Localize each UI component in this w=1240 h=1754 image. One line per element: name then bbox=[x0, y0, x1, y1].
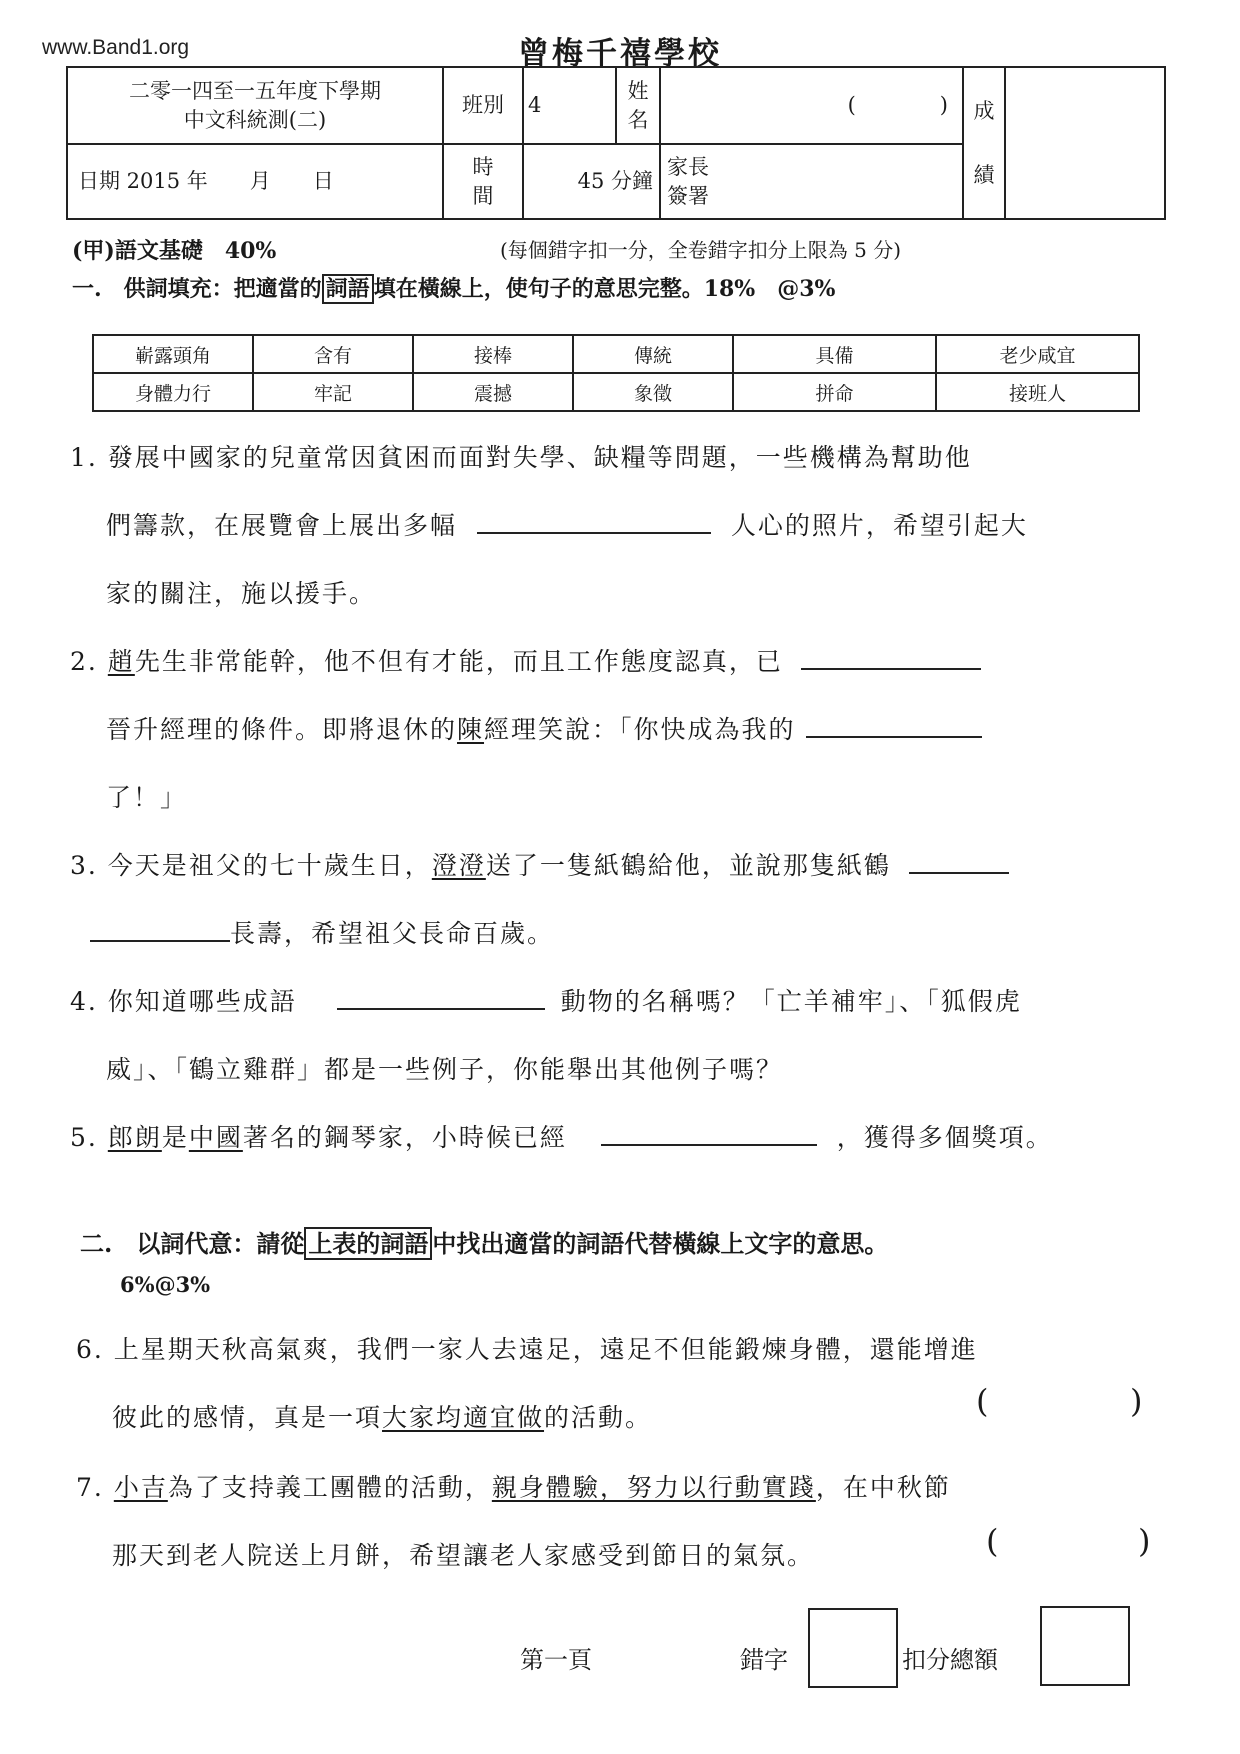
q3-blank-b[interactable] bbox=[90, 920, 230, 942]
q3-line2 bbox=[90, 914, 554, 950]
word-cell: 拼命 bbox=[733, 373, 936, 411]
q2-name-zhao: 趙 bbox=[107, 647, 135, 676]
section1-heading bbox=[72, 272, 835, 303]
section1-heading-box: 詞語 bbox=[322, 274, 374, 304]
q7-paren-close: ) bbox=[1138, 1522, 1151, 1560]
word-cell: 嶄露頭角 bbox=[93, 335, 253, 373]
page-number: 第一頁 bbox=[520, 1646, 592, 1674]
q3-name: 澄澄 bbox=[431, 851, 486, 880]
typo-box[interactable] bbox=[808, 1608, 898, 1688]
class-label: 班別 bbox=[443, 67, 523, 144]
time-label-2: 間 bbox=[472, 183, 494, 208]
word-cell: 含有 bbox=[253, 335, 413, 373]
q1-blank[interactable] bbox=[477, 512, 711, 534]
q2-line2-a: 晉升經理的條件。即將退休的 bbox=[106, 715, 458, 744]
q1-line1: 1. 發展中國家的兒童常因貧困而面對失學、缺糧等問題，一些機構為幫助他 bbox=[70, 443, 972, 472]
time-label-cell bbox=[443, 144, 523, 219]
q5-text-end: ，獲得多個獎項。 bbox=[836, 1123, 1053, 1152]
word-cell: 傳統 bbox=[573, 335, 733, 373]
class-value: 4 bbox=[523, 67, 616, 144]
section2-heading-post: 中找出適當的詞語代替橫線上文字的意思。 bbox=[432, 1229, 889, 1258]
time-value: 45 分鐘 bbox=[523, 144, 660, 219]
word-cell: 老少咸宜 bbox=[936, 335, 1139, 373]
q5-number: 5. bbox=[70, 1123, 108, 1152]
word-cell: 接棒 bbox=[413, 335, 573, 373]
section2-heading bbox=[80, 1224, 888, 1259]
q2-blank-1[interactable] bbox=[801, 648, 981, 670]
q6-paren-close: ) bbox=[1130, 1382, 1143, 1420]
q3-blank-a[interactable] bbox=[909, 852, 1009, 874]
q7-underlined: 親身體驗，努力以行動實踐 bbox=[491, 1473, 816, 1502]
name-label-2: 名 bbox=[627, 107, 649, 132]
q7-line2: 那天到老人院送上月餅，希望讓老人家感受到節日的氣氛。 bbox=[112, 1541, 815, 1570]
q2-blank-2[interactable] bbox=[806, 716, 982, 738]
q3-line1 bbox=[70, 846, 1009, 882]
q5-line bbox=[70, 1118, 1053, 1154]
part-a-note: (每個錯字扣一分，全卷錯字扣分上限為 5 分) bbox=[500, 238, 902, 262]
word-cell: 象徵 bbox=[573, 373, 733, 411]
q1-line2 bbox=[106, 506, 1028, 542]
typo-label: 錯字 bbox=[740, 1646, 788, 1674]
word-bank-table bbox=[92, 334, 1140, 412]
word-cell: 震撼 bbox=[413, 373, 573, 411]
section1-heading-post: 填在橫線上，使句子的意思完整。18% @3% bbox=[373, 276, 836, 302]
q6-underlined: 大家均適宜做 bbox=[382, 1403, 545, 1432]
q7-answer-space[interactable] bbox=[1010, 1526, 1130, 1562]
exam-line-2: 中文科統測(二) bbox=[183, 107, 327, 132]
q6-line2-a: 彼此的感情，真是一項 bbox=[112, 1403, 383, 1432]
q6-line2 bbox=[112, 1398, 652, 1434]
exam-title-cell bbox=[67, 67, 443, 144]
word-cell: 接班人 bbox=[936, 373, 1139, 411]
q3-line2-text: 長壽，希望祖父長命百歲。 bbox=[230, 919, 555, 948]
school-name: 曾梅千禧學校 bbox=[518, 36, 722, 72]
q5-place-china: 中國 bbox=[188, 1123, 243, 1152]
word-cell: 具備 bbox=[733, 335, 936, 373]
section2-score: 6%@3% bbox=[120, 1272, 211, 1297]
watermark: www.Band1.org bbox=[42, 36, 190, 59]
q3-line1-a: 3. 今天是祖父的七十歲生日， bbox=[70, 851, 432, 880]
q1-line2-a: 們籌款，在展覽會上展出多幅 bbox=[106, 511, 458, 540]
q6-line1: 6. 上星期天秋高氣爽，我們一家人去遠足，遠足不但能鍛煉身體，還能增進 bbox=[76, 1335, 978, 1364]
q7-line1-c: ，在中秋節 bbox=[815, 1473, 951, 1502]
name-field[interactable]: ( ) bbox=[660, 67, 963, 144]
parent-label-1: 家長 bbox=[667, 155, 709, 180]
q5-blank[interactable] bbox=[601, 1124, 817, 1146]
q2-line2 bbox=[106, 710, 982, 746]
q1-line2-b: 人心的照片，希望引起大 bbox=[730, 511, 1028, 540]
header-table bbox=[66, 66, 1166, 220]
q4-line2: 威」、「鶴立雞群」都是一些例子，你能舉出其他例子嗎？ bbox=[106, 1055, 784, 1084]
q2-line1-text: 先生非常能幹，他不但有才能，而且工作態度認真，已 bbox=[134, 647, 783, 676]
q7-line1-b: 為了支持義工團體的活動， bbox=[167, 1473, 492, 1502]
q5-text-shi: 是 bbox=[161, 1123, 189, 1152]
q7-number: 7. bbox=[76, 1473, 114, 1502]
q2-line2-b: 經理笑說：「你快成為我的 bbox=[484, 715, 796, 744]
deduct-box[interactable] bbox=[1040, 1606, 1130, 1686]
q6-line2-b: 的活動。 bbox=[544, 1403, 653, 1432]
deduct-label: 扣分總額 bbox=[902, 1646, 998, 1674]
score-label-1: 成 bbox=[973, 98, 995, 123]
q4-line1 bbox=[70, 982, 1022, 1018]
exam-line-1: 二零一四至一五年度下學期 bbox=[129, 79, 381, 104]
q4-line1-a: 4. 你知道哪些成語 bbox=[70, 987, 297, 1016]
word-cell: 身體力行 bbox=[93, 373, 253, 411]
time-label-1: 時 bbox=[472, 155, 494, 180]
part-a-title: (甲)語文基礎 40% bbox=[72, 238, 277, 264]
score-field[interactable] bbox=[1005, 67, 1165, 219]
q4-line1-b: 動物的名稱嗎？「亡羊補牢」、「狐假虎 bbox=[560, 987, 1022, 1016]
q5-text-mid: 著名的鋼琴家，小時候已經 bbox=[242, 1123, 567, 1152]
name-label-cell bbox=[616, 67, 660, 144]
q6-paren-open: ( bbox=[976, 1382, 989, 1420]
section1-heading-pre: 一. 供詞填充：把適當的 bbox=[72, 276, 322, 302]
word-cell: 牢記 bbox=[253, 373, 413, 411]
score-label-cell bbox=[963, 67, 1005, 219]
name-label-1: 姓 bbox=[627, 79, 649, 104]
q3-line1-b: 送了一隻紙鶴給他，並說那隻紙鶴 bbox=[485, 851, 891, 880]
parent-label-2: 簽署 bbox=[667, 183, 709, 208]
section2-heading-pre: 二. 以詞代意：請從 bbox=[80, 1229, 305, 1258]
q2-line3: 了！」 bbox=[106, 783, 188, 812]
q7-paren-open: ( bbox=[986, 1522, 999, 1560]
q1-line3: 家的關注，施以援手。 bbox=[106, 579, 377, 608]
section2-heading-box: 上表的詞語 bbox=[304, 1227, 432, 1260]
q2-line1 bbox=[70, 642, 981, 678]
q7-line1 bbox=[76, 1468, 951, 1504]
q5-name-langlang: 郎朗 bbox=[107, 1123, 162, 1152]
q4-blank[interactable] bbox=[337, 988, 545, 1010]
parent-label-cell bbox=[660, 144, 963, 219]
q6-answer-space[interactable] bbox=[1000, 1386, 1120, 1422]
date-field[interactable]: 日期 2015 年 月 日 bbox=[67, 144, 443, 219]
q2-name-chen: 陳 bbox=[457, 715, 485, 744]
q7-name: 小吉 bbox=[113, 1473, 168, 1502]
q2-number: 2. bbox=[70, 647, 108, 676]
score-label-2: 績 bbox=[973, 163, 995, 187]
